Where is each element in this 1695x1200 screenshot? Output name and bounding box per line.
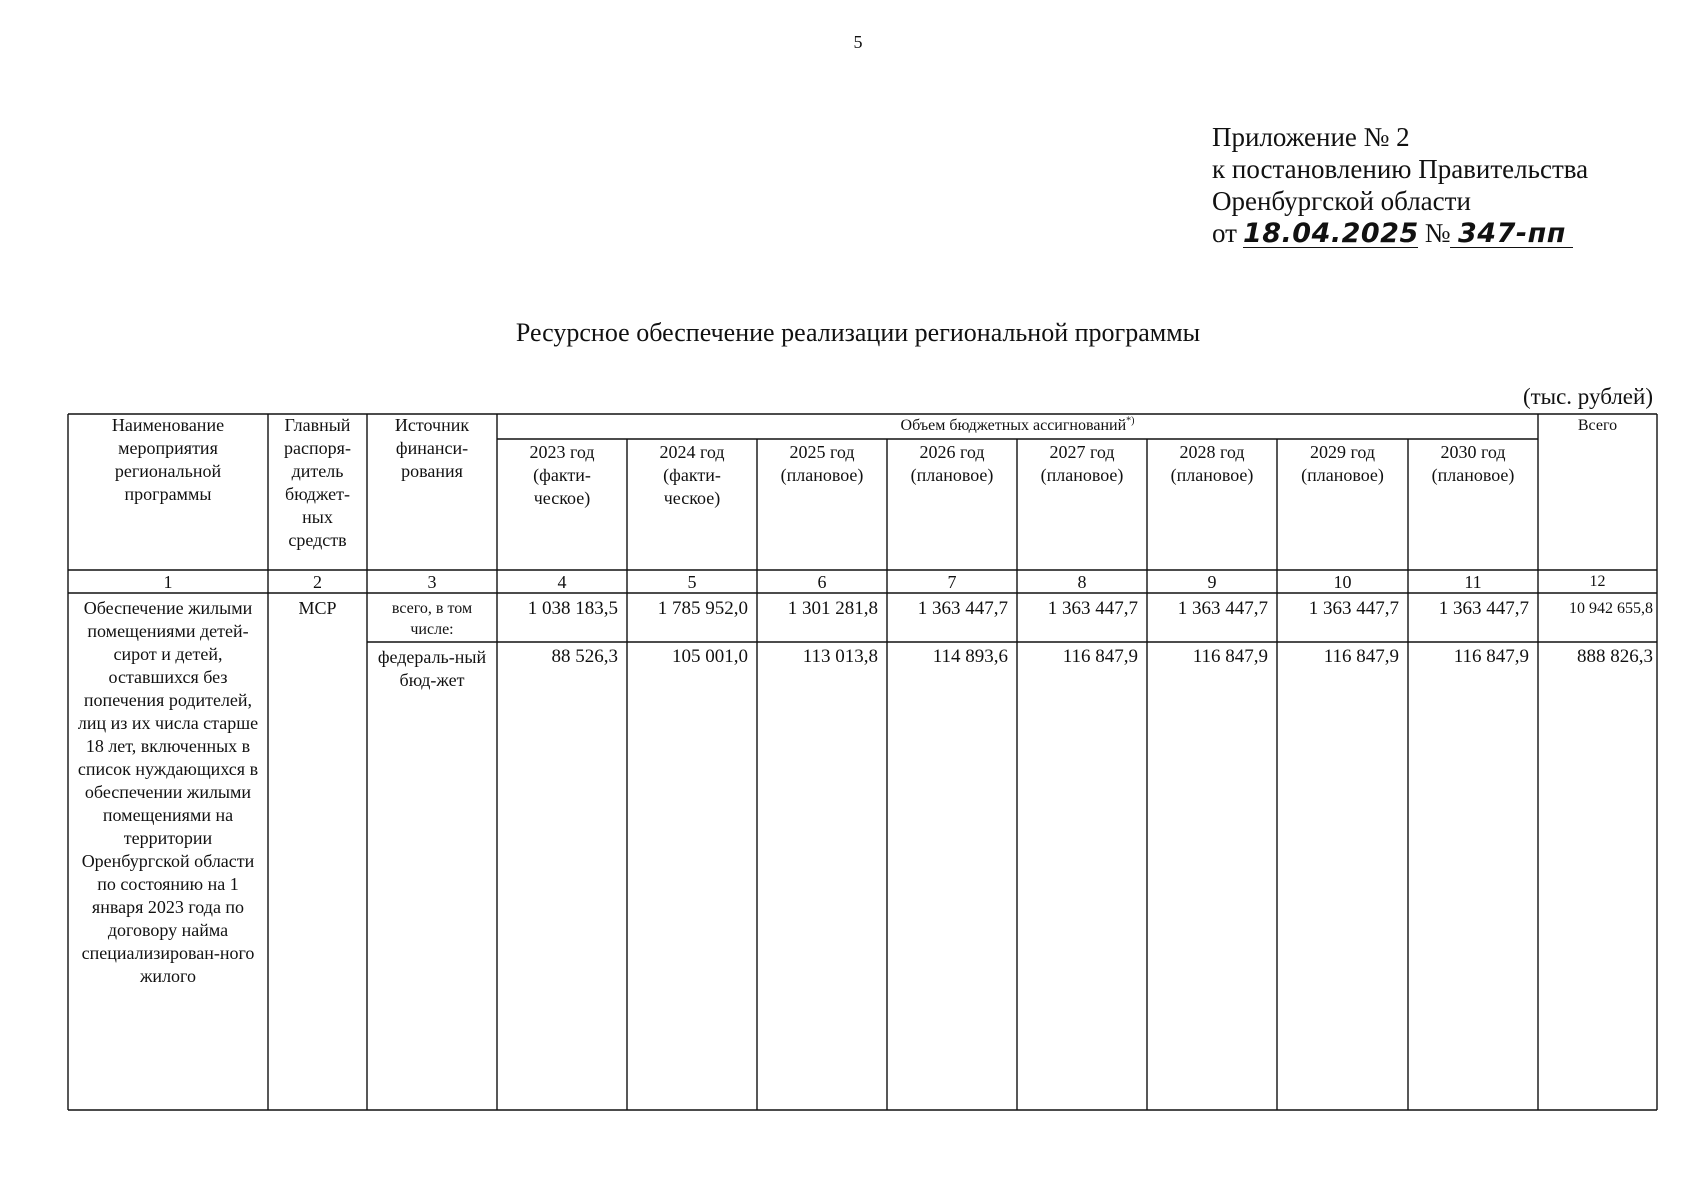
handwritten-date: 18.04.2025 [1242, 218, 1419, 249]
value-cell: 1 363 447,7 [1047, 598, 1138, 619]
total-cell: 10 942 655,8 [1569, 600, 1653, 617]
value-cell: 1 363 447,7 [1177, 598, 1268, 619]
value-cell: 114 893,6 [932, 646, 1008, 667]
header-total: Всего [1577, 417, 1618, 434]
header-allocations [497, 414, 1538, 437]
header-year-2023: 2023 год (факти-ческое) [529, 442, 595, 508]
total-cell: 888 826,3 [1577, 646, 1653, 667]
value-cell: 116 847,9 [1453, 646, 1529, 667]
handwritten-number: 347-пп [1450, 221, 1573, 248]
column-number: 3 [427, 572, 437, 592]
header-col-name: Наименование мероприятия региональной программы [111, 415, 225, 504]
value-cell: 1 301 281,8 [787, 598, 878, 619]
header-year-2025: 2025 год (плановое) [780, 442, 864, 485]
date-prefix: от [1212, 218, 1237, 248]
column-number: 8 [1077, 572, 1087, 592]
value-cell: 1 363 447,7 [1438, 598, 1529, 619]
column-number: 1 [163, 572, 173, 592]
appendix-line-1: Приложение № 2 [1212, 122, 1410, 152]
value-cell: 116 847,9 [1323, 646, 1399, 667]
column-number: 10 [1333, 572, 1352, 592]
header-col-manager: Главный распоря-дитель бюджет-ных средств [284, 415, 351, 550]
header-year-2027: 2027 год (плановое) [1040, 442, 1124, 485]
header-year-2030: 2030 год (плановое) [1431, 442, 1515, 485]
column-number: 9 [1207, 572, 1217, 592]
value-cell: 1 363 447,7 [917, 598, 1008, 619]
value-cell: 105 001,0 [672, 646, 748, 667]
column-number: 5 [687, 572, 697, 592]
value-cell: 88 526,3 [551, 646, 618, 667]
appendix-line-3: Оренбургской области [1212, 186, 1471, 216]
value-cell: 116 847,9 [1192, 646, 1268, 667]
source-label: федераль-ный бюд-жет [377, 647, 487, 690]
header-col-source: Источник финанси-рования [394, 415, 470, 481]
budget-manager: МСР [298, 598, 337, 618]
value-cell: 1 785 952,0 [657, 598, 748, 619]
page-number: 5 [853, 32, 863, 52]
appendix-line-2: к постановлению Правительства [1212, 154, 1589, 184]
measure-name: Обеспечение жилыми помещениями детей-сирот и детей, оставшихся без попечения родителей, лиц из их числа старше 18 лет, включенных в список нуждающихся в обеспечении жилыми помещениями на территории Оренбургской области по состоянию на 1 января 2023 года по договору найма специализирован-ного жилого [77, 598, 259, 986]
source-label: всего, в том числе: [391, 600, 473, 638]
header-year-2024: 2024 год (факти-ческое) [659, 442, 725, 508]
value-cell: 116 847,9 [1062, 646, 1138, 667]
allocations-footnote: *) [1126, 415, 1135, 427]
value-cell: 1 038 183,5 [527, 598, 618, 619]
column-number: 11 [1464, 572, 1482, 592]
document-title: Ресурсное обеспечение реализации региональной программы [515, 318, 1201, 347]
value-cell: 1 363 447,7 [1308, 598, 1399, 619]
column-number: 2 [313, 572, 322, 592]
header-year-2029: 2029 год (плановое) [1301, 442, 1384, 485]
column-number: 12 [1589, 573, 1606, 590]
header-year-2026: 2026 год (плановое) [910, 442, 994, 485]
header-year-2028: 2028 год (плановое) [1170, 442, 1254, 485]
column-number: 6 [817, 572, 827, 592]
value-cell: 113 013,8 [802, 646, 878, 667]
allocations-label: Объем бюджетных ассигнований [900, 417, 1127, 434]
units-label: (тыс. рублей) [1522, 384, 1653, 409]
column-number: 7 [947, 572, 957, 592]
number-prefix: № [1424, 218, 1451, 248]
column-number: 4 [557, 572, 567, 592]
